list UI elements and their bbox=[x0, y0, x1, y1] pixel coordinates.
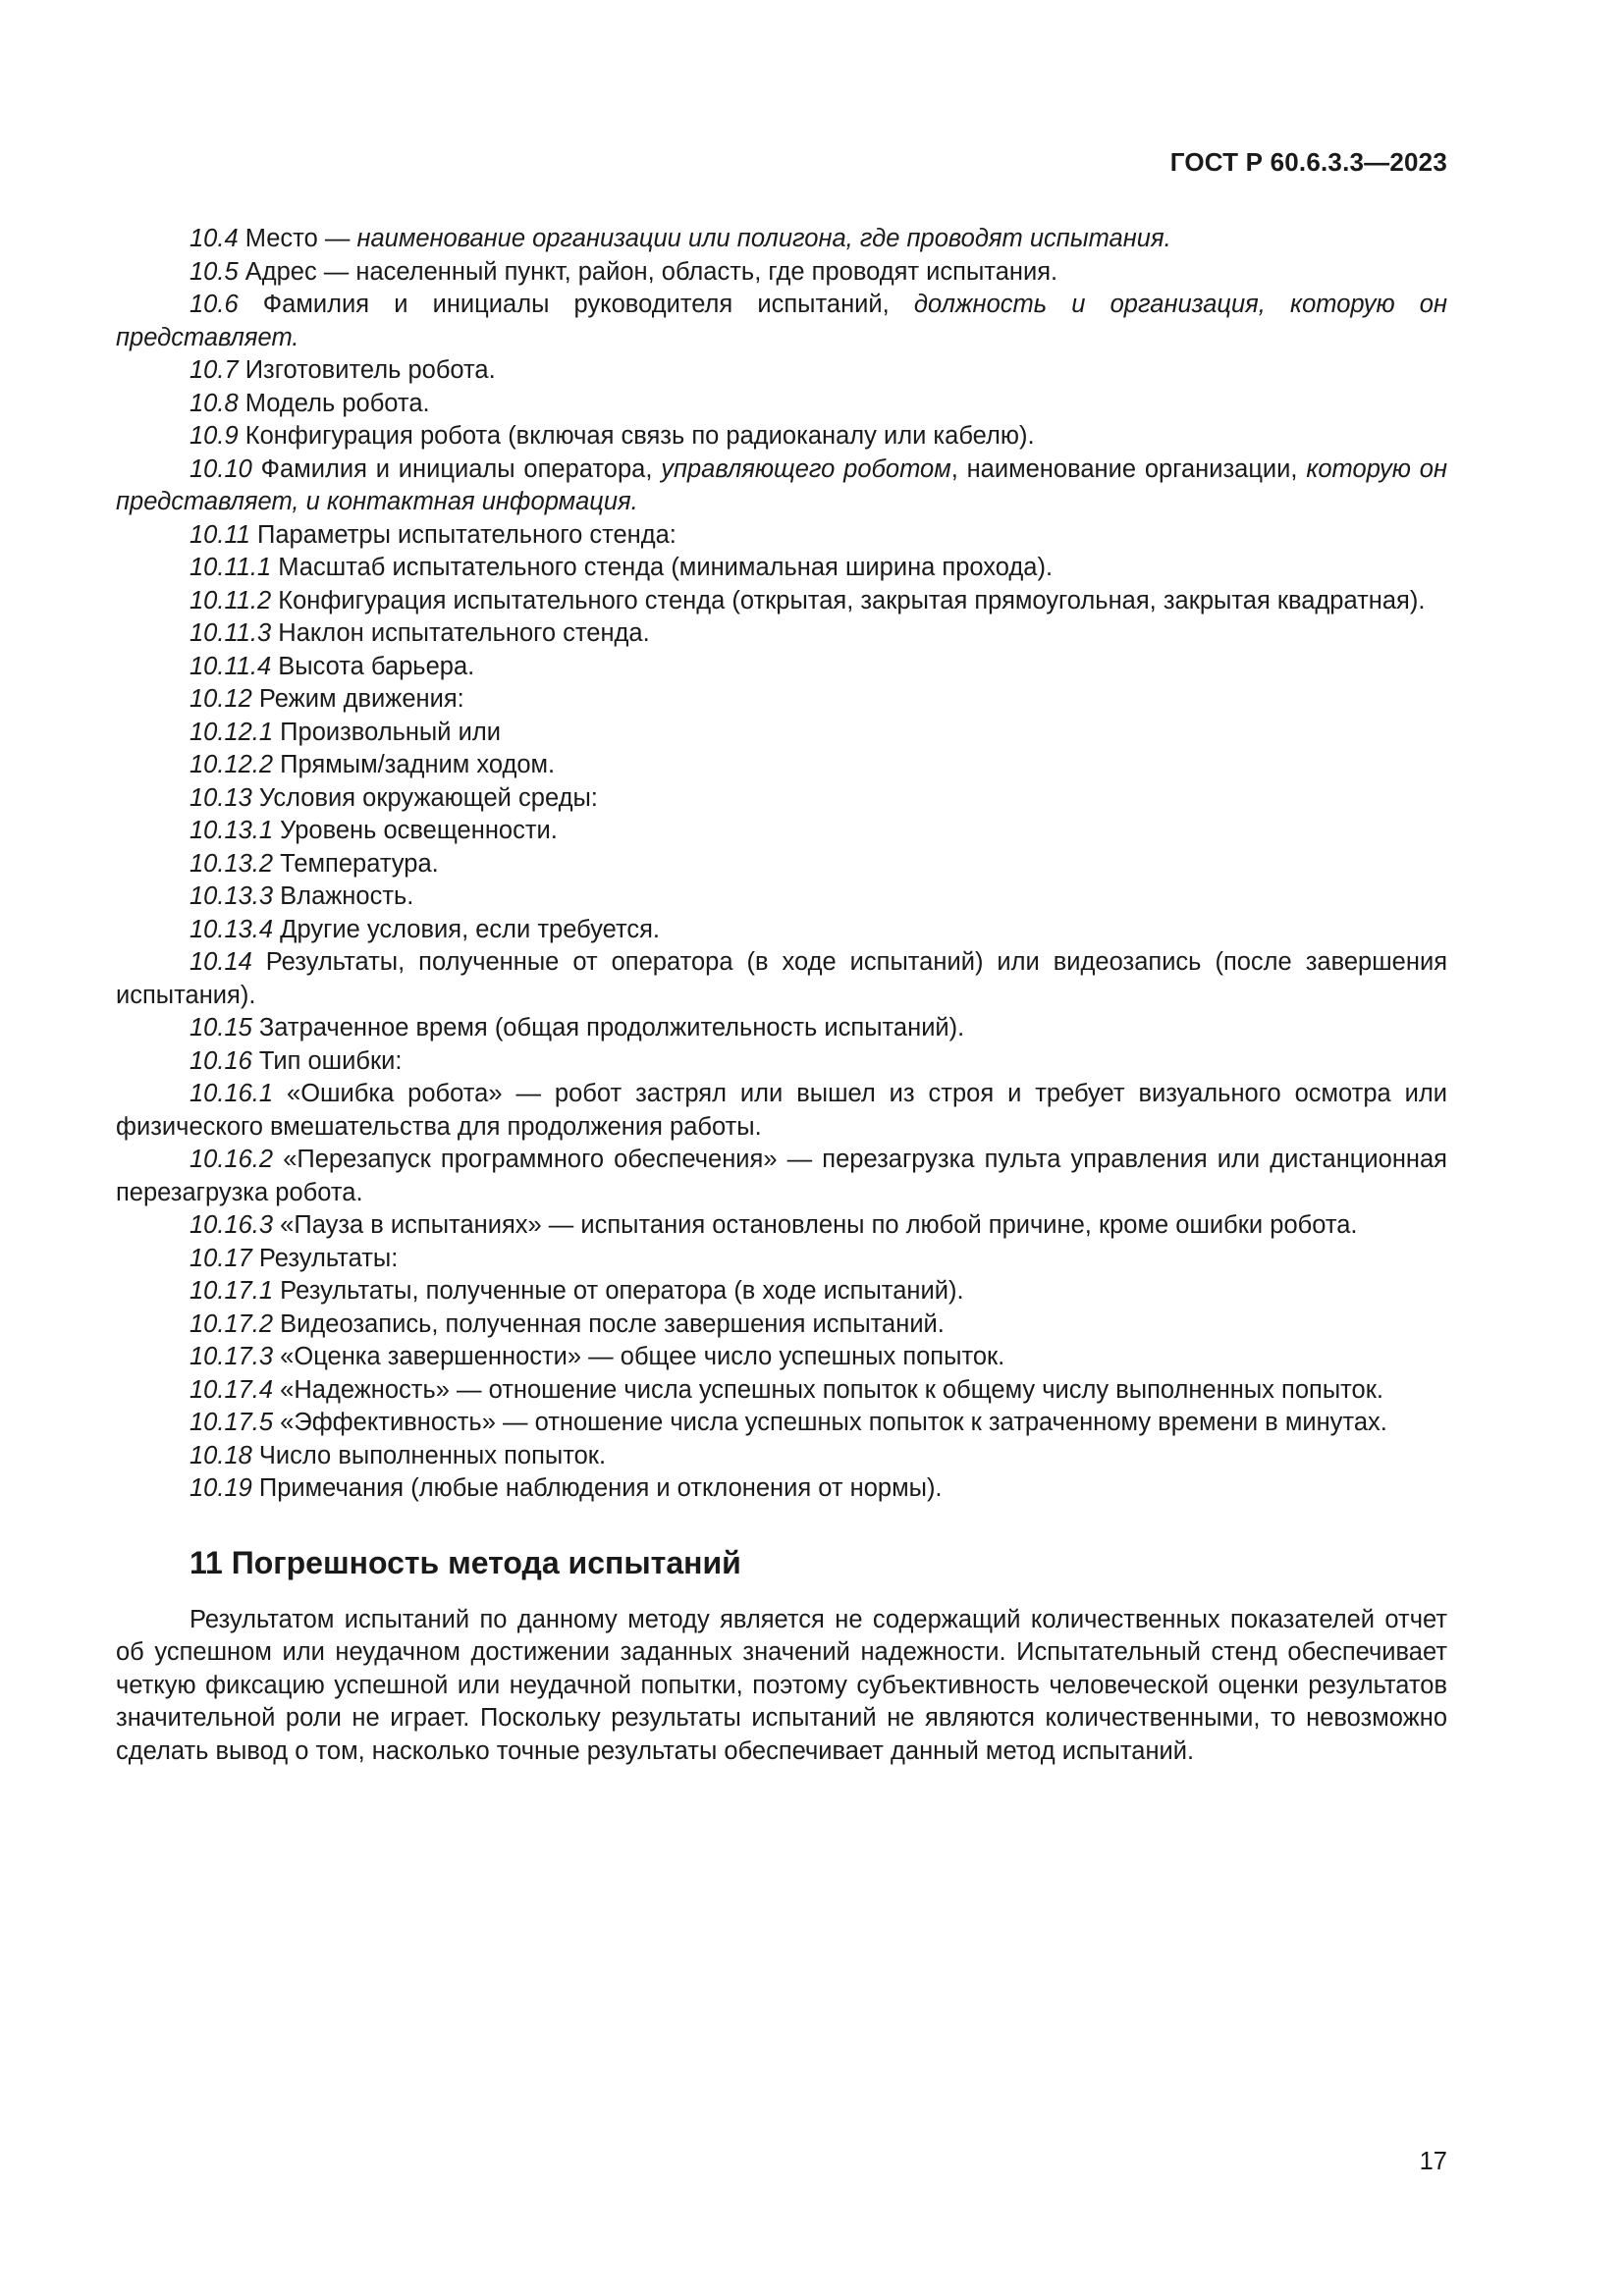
item-text: Условия окружающей среды: bbox=[251, 783, 598, 812]
item-number: 10.16.2 bbox=[189, 1146, 274, 1173]
list-item bbox=[116, 256, 1447, 290]
item-number: 10.16.1 bbox=[189, 1080, 274, 1107]
item-text: Затраченное время (общая продолжительность испытаний). bbox=[251, 1014, 965, 1041]
item-text: Модель робота. bbox=[238, 389, 430, 417]
item-number: 10.17 bbox=[189, 1244, 252, 1272]
item-number: 10.16 bbox=[189, 1046, 252, 1075]
item-number: 10.11.2 bbox=[189, 586, 272, 614]
list-item bbox=[116, 1407, 1447, 1440]
item-number: 10.11.1 bbox=[189, 554, 272, 581]
item-number: 10.13.2 bbox=[189, 849, 274, 878]
item-text: «Надежность» — отношение числа успешных попыток к общему числу выполненных попыток. bbox=[273, 1375, 1383, 1404]
item-number: 10.16.3 bbox=[189, 1211, 274, 1239]
item-number: 10.17.2 bbox=[189, 1309, 274, 1338]
item-number: 10.17.1 bbox=[189, 1277, 274, 1305]
list-item bbox=[116, 815, 1447, 848]
section-paragraph: Результатом испытаний по данному методу является не содержащий количественных показателей отчет об успешном или неудачном достижении заданных значений надежности. Испытательный стенд обеспечивает четкую фиксацию успешной или неудачной попытки, поэтому субъективность человеческой оценки результатов значительной роли не играет. Поскольку результаты испытаний не являются количественными, то невозможно сделать вывод о том, насколько точные результаты обеспечивает данный метод испытаний. bbox=[116, 1605, 1447, 1765]
item-number: 10.14 bbox=[189, 948, 252, 976]
item-number: 10.8 bbox=[189, 389, 239, 417]
section-title: 11 Погрешность метода испытаний bbox=[189, 1544, 741, 1580]
item-text: Произвольный или bbox=[273, 718, 501, 746]
item-text: Фамилия и инициалы руководителя испытаний, bbox=[238, 291, 914, 318]
list-item bbox=[116, 289, 1447, 354]
list-item bbox=[116, 420, 1447, 454]
list-item bbox=[116, 881, 1447, 914]
list-item bbox=[116, 1440, 1447, 1473]
item-text: Температура. bbox=[273, 849, 439, 878]
item-text: «Эффективность» — отношение числа успешных попыток к затраченному времени в минутах. bbox=[273, 1409, 1387, 1436]
item-text: Адрес — населенный пункт, район, область, где проводят испытания. bbox=[238, 257, 1058, 286]
page-number: 17 bbox=[1419, 2148, 1447, 2175]
item-text: Уровень освещенности. bbox=[273, 817, 558, 844]
list-item bbox=[116, 651, 1447, 684]
item-number: 10.10 bbox=[189, 454, 252, 483]
list-item bbox=[116, 354, 1447, 388]
list-item bbox=[116, 454, 1447, 519]
item-text: Конфигурация робота (включая связь по радиоканалу или кабелю). bbox=[238, 422, 1035, 450]
item-text: Высота барьера. bbox=[271, 652, 475, 680]
item-text: «Пауза в испытаниях» — испытания остановлены по любой причине, кроме ошибки робота. bbox=[273, 1211, 1358, 1239]
list-item bbox=[116, 946, 1447, 1012]
list-item bbox=[116, 1341, 1447, 1374]
report-items-list bbox=[116, 223, 1447, 1506]
item-number: 10.17.3 bbox=[189, 1343, 274, 1370]
item-number: 10.12 bbox=[189, 685, 252, 713]
list-item bbox=[116, 848, 1447, 881]
item-number: 10.4 bbox=[189, 225, 239, 252]
list-item bbox=[116, 683, 1447, 717]
list-item bbox=[116, 1209, 1447, 1243]
list-item bbox=[116, 1144, 1447, 1209]
item-text: Видеозапись, полученная после завершения испытаний. bbox=[273, 1309, 945, 1338]
item-text: Результаты, полученные от оператора (в ходе испытаний) или видеозапись (после завершения испытания). bbox=[116, 948, 1447, 1009]
item-text: «Ошибка робота» — робот застрял или вышел из строя и требует визуального осмотра или физического вмешательства для продолжения работы. bbox=[116, 1080, 1447, 1141]
item-text: должность и организация, которую он представляет. bbox=[116, 291, 1448, 351]
item-number: 10.13 bbox=[189, 783, 252, 812]
item-number: 10.17.5 bbox=[189, 1409, 274, 1436]
item-number: 10.6 bbox=[189, 291, 239, 318]
item-number: 10.11.3 bbox=[189, 619, 272, 647]
list-item bbox=[116, 519, 1447, 553]
list-item bbox=[116, 914, 1447, 947]
item-text: «Оценка завершенности» — общее число успешных попыток. bbox=[273, 1343, 1005, 1370]
item-text: Место — bbox=[238, 225, 357, 252]
item-text: Конфигурация испытательного стенда (открытая, закрытая прямоугольная, закрытая квадратная). bbox=[271, 586, 1426, 614]
item-text: Примечания (любые наблюдения и отклонения от нормы). bbox=[251, 1474, 943, 1502]
item-text: управляющего роботом bbox=[661, 454, 951, 483]
item-text: Параметры испытательного стенда: bbox=[249, 520, 677, 549]
list-item bbox=[116, 388, 1447, 421]
item-text: которую он представляет, и контактная информация. bbox=[116, 454, 1447, 515]
item-number: 10.11.4 bbox=[189, 652, 272, 680]
item-number: 10.5 bbox=[189, 257, 239, 286]
list-item bbox=[116, 1045, 1447, 1079]
item-number: 10.12.2 bbox=[189, 751, 274, 778]
item-text: Масштаб испытательного стенда (минимальная ширина прохода). bbox=[271, 554, 1054, 581]
list-item bbox=[116, 782, 1447, 816]
item-text: «Перезапуск программного обеспечения» — перезагрузка пульта управления или дистанционная перезагрузка робота. bbox=[116, 1146, 1447, 1206]
list-item bbox=[116, 749, 1447, 782]
list-item bbox=[116, 617, 1447, 651]
item-text: Изготовитель робота. bbox=[238, 356, 496, 384]
list-item bbox=[116, 1078, 1447, 1144]
list-item bbox=[116, 1275, 1447, 1308]
item-number: 10.19 bbox=[189, 1474, 252, 1502]
item-text: Режим движения: bbox=[251, 685, 464, 713]
document-body bbox=[116, 223, 1447, 1768]
item-number: 10.9 bbox=[189, 422, 239, 450]
item-number: 10.12.1 bbox=[189, 718, 274, 746]
list-item bbox=[116, 717, 1447, 750]
item-number: 10.18 bbox=[189, 1441, 252, 1469]
item-text: Влажность. bbox=[273, 882, 414, 910]
list-item bbox=[116, 1374, 1447, 1408]
list-item bbox=[116, 223, 1447, 256]
item-text: Наклон испытательного стенда. bbox=[271, 619, 650, 647]
item-text: Тип ошибки: bbox=[251, 1046, 403, 1075]
list-item bbox=[116, 1012, 1447, 1045]
item-number: 10.11 bbox=[189, 520, 250, 549]
list-item bbox=[116, 1472, 1447, 1506]
item-text: , наименование организации, bbox=[950, 454, 1307, 483]
document-designation: ГОСТ Р 60.6.3.3—2023 bbox=[1169, 147, 1447, 177]
item-text: наименование организации или полигона, где проводят испытания. bbox=[356, 225, 1171, 252]
item-number: 10.17.4 bbox=[189, 1375, 274, 1404]
list-item bbox=[116, 1308, 1447, 1342]
list-item bbox=[116, 585, 1447, 618]
item-text: Прямым/задним ходом. bbox=[273, 751, 556, 778]
item-number: 10.7 bbox=[189, 356, 239, 384]
item-number: 10.15 bbox=[189, 1014, 252, 1041]
list-item bbox=[116, 552, 1447, 585]
item-text: Результаты: bbox=[251, 1244, 399, 1272]
item-text: Число выполненных попыток. bbox=[251, 1441, 607, 1469]
list-item bbox=[116, 1243, 1447, 1276]
item-text: Другие условия, если требуется. bbox=[273, 915, 661, 943]
item-text: Результаты, полученные от оператора (в ходе испытаний). bbox=[273, 1277, 964, 1305]
item-number: 10.13.3 bbox=[189, 882, 274, 910]
item-number: 10.13.1 bbox=[189, 817, 274, 844]
item-text: Фамилия и инициалы оператора, bbox=[251, 454, 662, 483]
item-number: 10.13.4 bbox=[189, 915, 274, 943]
